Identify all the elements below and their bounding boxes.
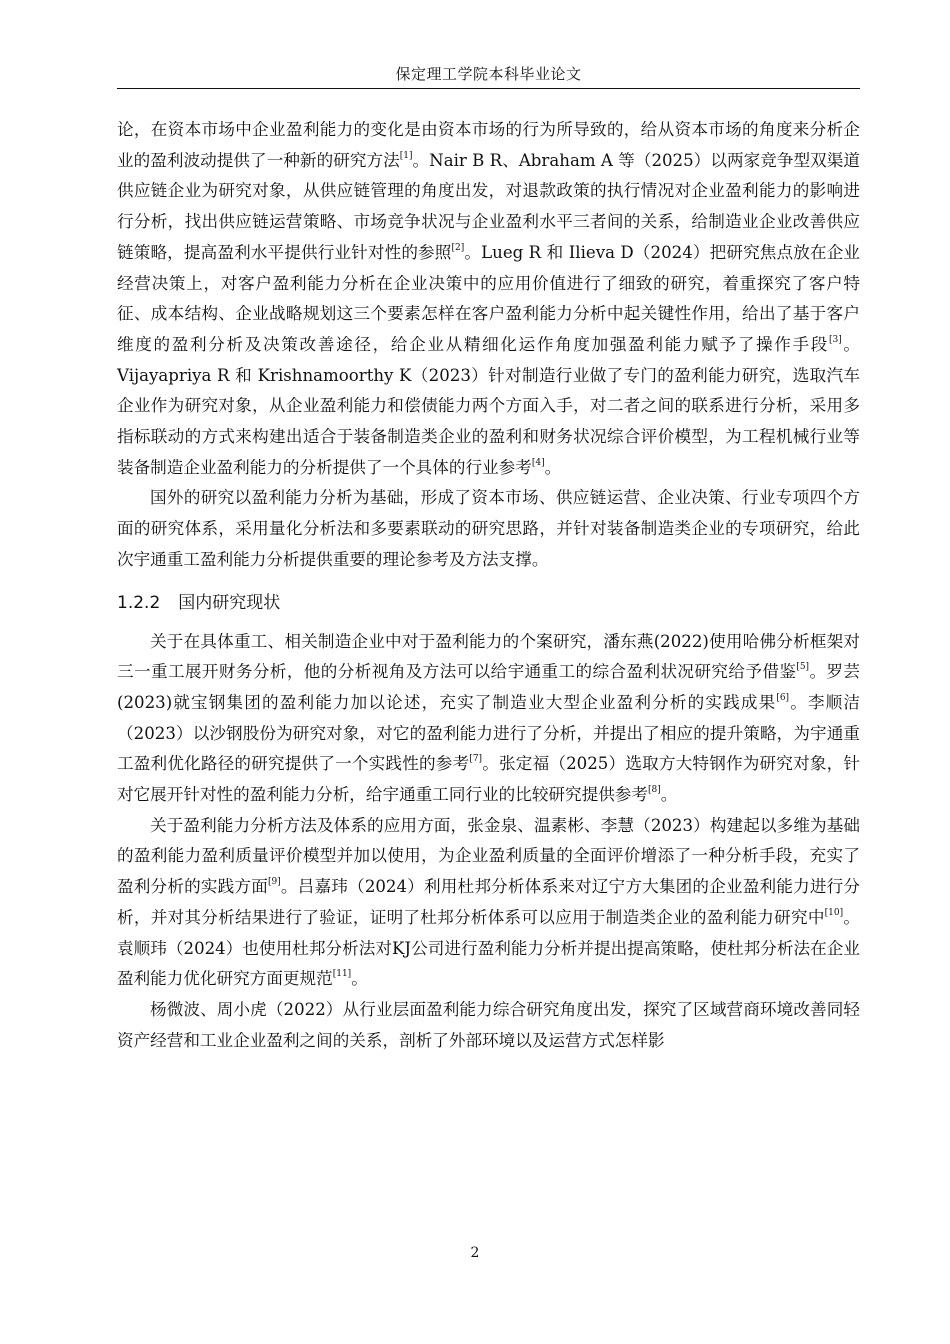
- section-heading: [117, 588, 860, 618]
- paragraph-case-studies: 关于在具体重工、相关制造企业中对于盈利能力的个案研究，潘东燕(2022)使用哈佛分析框架对三一重工展开财务分析，他的分析视角及方法可以给宇通重工的综合盈利状况研究给予借鉴[5]。罗芸(2023)就宝钢集团的盈利能力加以论述，充实了制造业大型企业盈利分析的实践成果[6]。李顺洁（2023）以沙钢股份为研究对象，对它的盈利能力进行了分析，并提出了相应的提升策略，为宇通重工盈利优化路径的研究提供了一个实践性的参考[7]。张定福（2025）选取方大特钢作为研究对象，针对它展开针对性的盈利能力分析，给宇通重工同行业的比较研究提供参考[8]。: [117, 631, 861, 805]
- citation-ref: [11]: [332, 969, 352, 980]
- citation-ref: [7]: [469, 754, 483, 765]
- citation-ref: [9]: [268, 877, 281, 888]
- running-header: 保定理工学院本科毕业论文: [395, 65, 582, 83]
- page-number: 2: [470, 1245, 480, 1261]
- citation-ref: [6]: [776, 692, 790, 703]
- body-text: [117, 115, 860, 1056]
- citation-ref: [3]: [829, 334, 842, 345]
- paragraph-foreign-studies: 论，在资本市场中企业盈利能力的变化是由资本市场的行为所导致的，给从资本市场的角度来分析企业的盈利波动提供了一种新的研究方法[1]。Nair B R、Abraham A 等（2025）以两家竞争型双渠道供应链企业为研究对象，从供应链管理的角度出发，对退款政策的执行情况对企业盈利能力的影响进行分析，找出供应链运营策略、市场竞争状况与企业盈利水平三者间的关系，给制造业企业改善供应链策略，提高盈利水平提供行业针对性的参照[2]。Lueg R 和 Ilieva D（2024）把研究焦点放在企业经营决策上，对客户盈利能力分析在企业决策中的应用价值进行了细致的研究，着重探究了客户特征、成本结构、企业战略规划这三个要素怎样在客户盈利能力分析中起关键性作用，给出了基于客户维度的盈利分析及决策改善途径，给企业从精细化运作角度加强盈利能力赋予了操作手段[3]。Vijayapriya R 和 Krishnamoorthy K（2023）针对制造行业做了专门的盈利能力研究，选取汽车企业作为研究对象，从企业盈利能力和偿债能力两个方面入手，对二者之间的联系进行分析，采用多指标联动的方式来构建出适合于装备制造类企业的盈利和财务状况综合评价模型，为工程机械行业等装备制造企业盈利能力的分析提供了一个具体的行业参考[4]。: [117, 120, 861, 477]
- citation-ref: [8]: [648, 785, 661, 796]
- paragraph-foreign-summary: 国外的研究以盈利能力分析为基础，形成了资本市场、供应链运营、企业决策、行业专项四个方面的研究体系，采用量化分析法和多要素联动的研究思路，并针对装备制造类企业的专项研究，给此次宇通重工盈利能力分析提供重要的理论参考及方法支撑。: [117, 488, 860, 569]
- citation-ref: [4]: [531, 457, 545, 468]
- citation-ref: [5]: [796, 662, 810, 673]
- paragraph-methods: 关于盈利能力分析方法及体系的应用方面，张金泉、温素彬、李慧（2023）构建起以多维为基础的盈利能力盈利质量评价模型并加以使用，为企业盈利质量的全面评价增添了一种分析手段，充实了盈利分析的实践方面[9]。吕嘉玮（2024）利用杜邦分析体系来对辽宁方大集团的企业盈利能力进行分析，并对其分析结果进行了验证，证明了杜邦分析体系可以应用于制造类企业的盈利能力研究中[10]。袁顺玮（2024）也使用杜邦分析法对KJ公司进行盈利能力分析并提出提高策略，使杜邦分析法在企业盈利能力优化研究方面更规范[11]。: [117, 815, 861, 989]
- section-title: 国内研究现状: [178, 592, 281, 613]
- citation-ref: [2]: [451, 242, 465, 253]
- paragraph-industry-level: 杨微波、周小虎（2022）从行业层面盈利能力综合研究角度出发，探究了区域营商环境改善同轻资产经营和工业企业盈利之间的关系，剖析了外部环境以及运营方式怎样影: [117, 999, 860, 1050]
- citation-ref: [10]: [824, 907, 844, 918]
- citation-ref: [1]: [399, 150, 413, 161]
- section-number: 1.2.2: [117, 592, 161, 613]
- header-rule: [117, 88, 860, 89]
